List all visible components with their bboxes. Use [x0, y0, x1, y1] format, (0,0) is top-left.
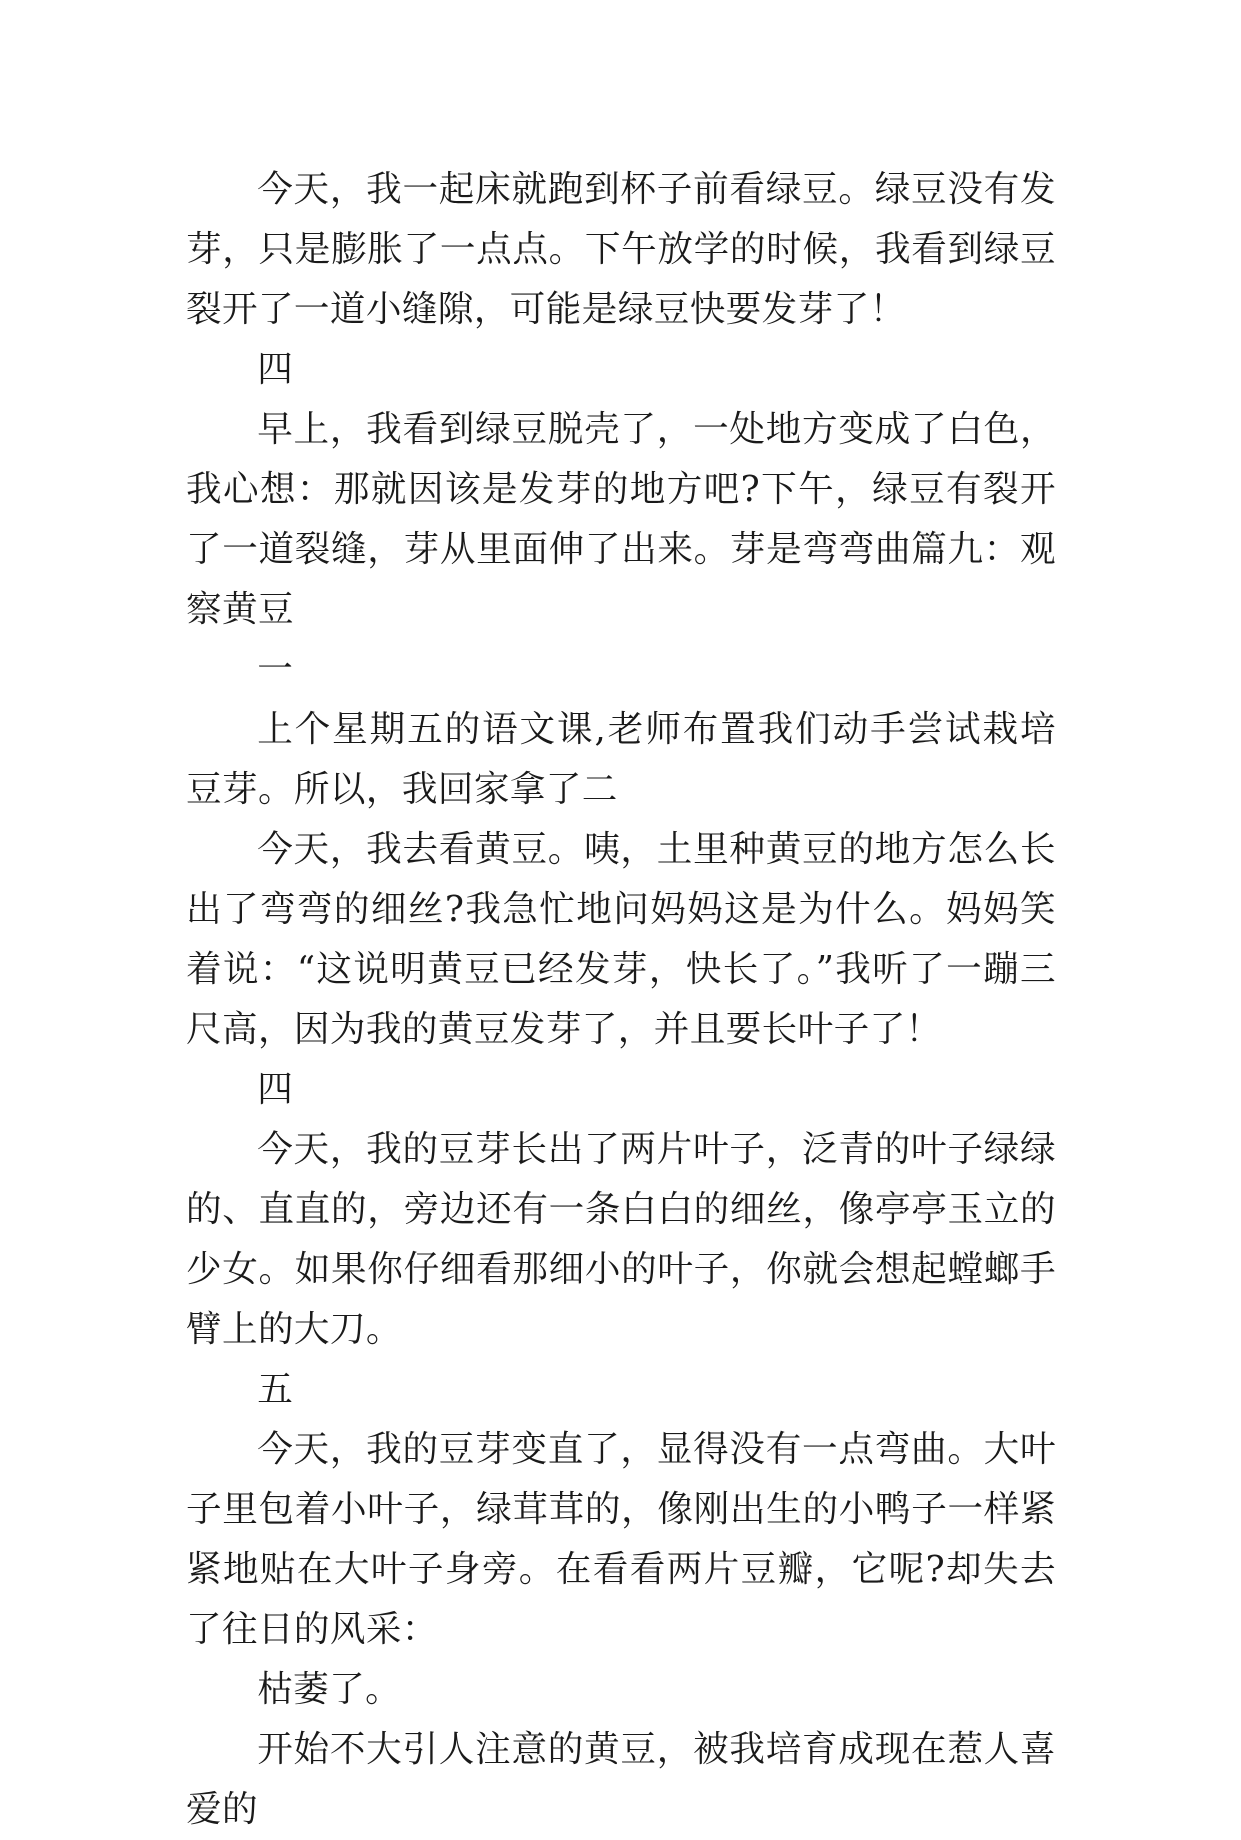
paragraph-soybean-intro: 上个星期五的语文课,老师布置我们动手尝试栽培豆芽。所以，我回家拿了二 — [186, 709, 1056, 810]
paragraph-mung-bean-day3: 今天，我一起床就跑到杯子前看绿豆。绿豆没有发芽，只是膨胀了一点点。下午放学的时候，我看到绿豆裂开了一道小缝隙，可能是绿豆快要发芽了！ — [186, 169, 1056, 330]
paragraph-mung-bean-day4: 早上，我看到绿豆脱壳了，一处地方变成了白色，我心想：那就因该是发芽的地方吧?下午，绿豆有裂开了一道裂缝，芽从里面伸了出来。芽是弯弯曲篇九：观察黄豆 — [186, 409, 1056, 630]
paragraph-soybean-straight: 今天，我的豆芽变直了，显得没有一点弯曲。大叶子里包着小叶子，绿茸茸的，像刚出生的小鸭子一样紧紧地贴在大叶子身旁。在看看两片豆瓣，它呢?却失去了往日的风采： — [186, 1429, 1056, 1650]
section-heading-one: 一 — [257, 649, 294, 690]
section-heading-four-b: 四 — [257, 1069, 294, 1110]
section-heading-five: 五 — [257, 1369, 294, 1410]
section-heading-four: 四 — [257, 349, 294, 390]
paragraph-withered: 枯萎了。 — [257, 1669, 402, 1710]
paragraph-conclusion: 开始不大引人注意的黄豆，被我培育成现在惹人喜爱的 — [186, 1729, 1056, 1830]
paragraph-soybean-sprout: 今天，我去看黄豆。咦，土里种黄豆的地方怎么长出了弯弯的细丝?我急忙地问妈妈这是为什么。妈妈笑着说：“这说明黄豆已经发芽，快长了。”我听了一蹦三尺高，因为我的黄豆发芽了，并且要长叶子了！ — [186, 829, 1056, 1050]
paragraph-soybean-leaves: 今天，我的豆芽长出了两片叶子，泛青的叶子绿绿的、直直的，旁边还有一条白白的细丝，像亭亭玉立的少女。如果你仔细看那细小的叶子，你就会想起螳螂手臂上的大刀。 — [186, 1129, 1056, 1350]
document-body — [186, 160, 1056, 1840]
